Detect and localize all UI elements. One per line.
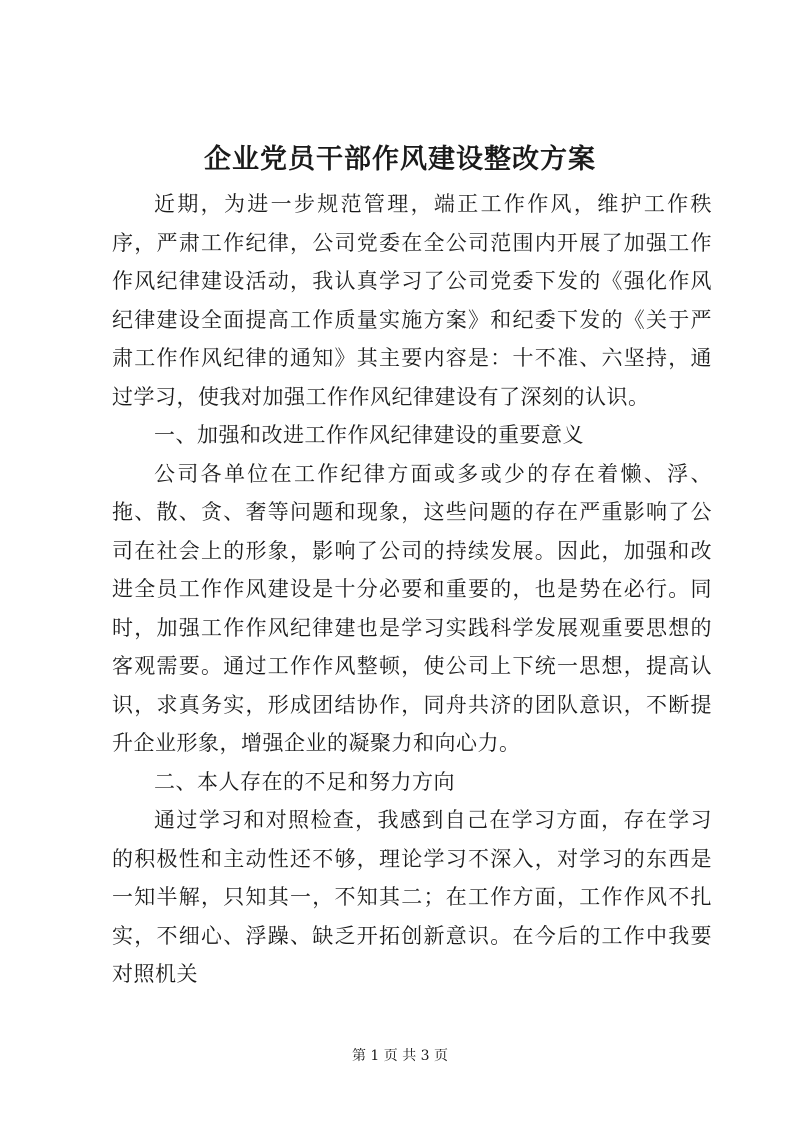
section-heading-1: 一、加强和改进工作作风纪律建设的重要意义 [154,423,584,447]
document-body [112,185,712,994]
section-heading-2: 二、本人存在的不足和努力方向 [154,769,455,794]
paragraph-intro: 近期，为进一步规范管理，端正工作作风，维护工作秩序，严肃工作纪律，公司党委在全公司范围内开展了加强工作作风纪律建设活动，我认真学习了公司党委下发的《强化作风纪律建设全面提高工作质量实施方案》和纪委下发的《关于严肃工作作风纪律的通知》其主要内容是：十不准、六坚持，通过学习，使我对加强工作作风纪律建设有了深刻的认识。 [112,192,712,409]
document-title: 企业党员干部作风建设整改方案 [204,144,596,175]
paragraph-section-1: 公司各单位在工作纪律方面或多或少的存在着懒、浮、拖、散、贪、奢等问题和现象，这些问题的存在严重影响了公司在社会上的形象，影响了公司的持续发展。因此，加强和改进全员工作作风建设是十分必要和重要的，也是势在必行。同时，加强工作作风纪律建也是学习实践科学发展观重要思想的客观需要。通过工作作风整顿，使公司上下统一思想，提高认识，求真务实，形成团结协作，同舟共济的团队意识，不断提升企业形象，增强企业的凝聚力和向心力。 [112,461,712,755]
paragraph-section-2: 通过学习和对照检查，我感到自己在学习方面，存在学习的积极性和主动性还不够，理论学习不深入，对学习的东西是一知半解，只知其一，不知其二；在工作方面，工作作风不扎实，不细心、浮躁、缺乏开拓创新意识。在今后的工作中我要对照机关 [112,808,712,986]
page-footer: 第 1 页 共 3 页 [351,1048,449,1064]
